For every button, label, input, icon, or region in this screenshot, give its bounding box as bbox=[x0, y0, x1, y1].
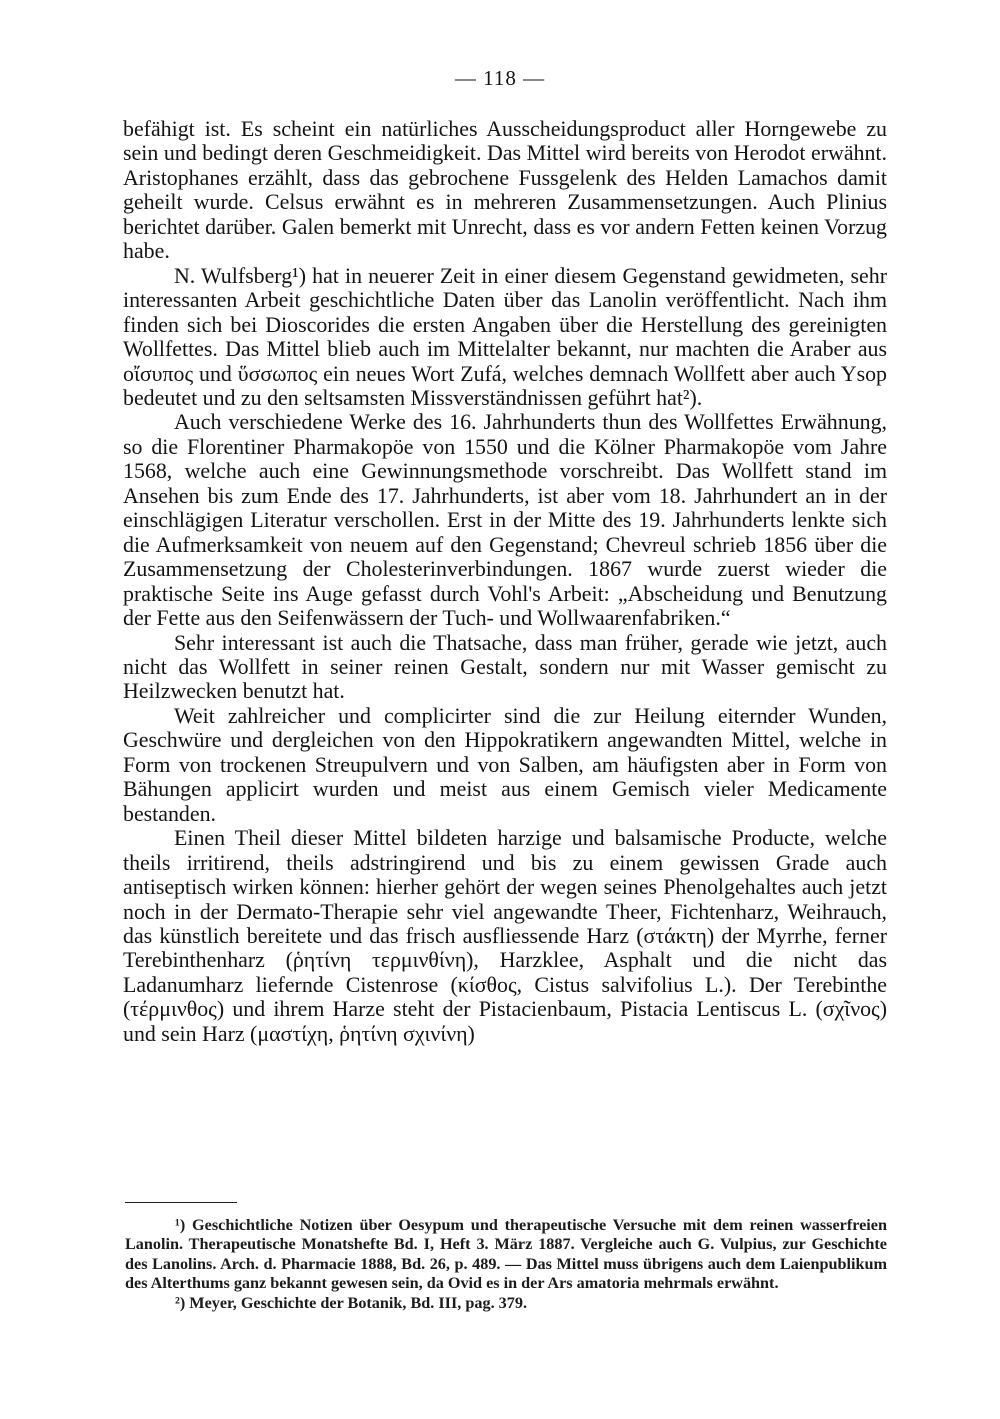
paragraph: N. Wulfsberg¹) hat in neuerer Zeit in einer diesem Gegenstand gewidmeten, sehr interessanten Arbeit geschichtliche Daten über das Lanolin veröffentlicht. Nach ihm finden sich bei Dioscorides die ersten Angaben über die Herstellung des gereinigten Wollfettes. Das Mittel blieb auch im Mittelalter bekannt, nur machten die Araber aus οἴσυπος und ὕσσωπος ein neues Wort Zufá, welches demnach Wollfett aber auch Ysop bedeutet und zu den seltsamsten Missverständnissen geführt hat²). bbox=[123, 262, 887, 410]
footnote: ¹) Geschichtliche Notizen über Oesypum und therapeutische Versuche mit dem reinen wasserfreien Lanolin. Therapeutische Monatshefte Bd. I, Heft 3. März 1887. Vergleiche auch G. Vulpius, zur Geschichte des Lanolins. Arch. d. Pharmacie 1888, Bd. 26, p. 489. — Das Mittel muss übrigens auch dem Laienpublikum des Alterthums ganz bekannt gewesen sein, da Ovid es in der Ars amatoria mehrmals erwähnt. bbox=[125, 1216, 887, 1293]
footnotes bbox=[125, 1216, 887, 1313]
paragraph: befähigt ist. Es scheint ein natürliches Ausscheidungsproduct aller Horngewebe zu sein und bedingt deren Geschmeidigkeit. Das Mittel wird bereits von Herodot erwähnt. Aristophanes erzählt, dass das gebrochene Fussgelenk des Helden Lamachos damit geheilt wurde. Celsus erwähnt es in mehreren Zusammensetzungen. Auch Plinius berichtet darüber. Galen bemerkt mit Unrecht, dass es vor andern Fetten keinen Vorzug habe. bbox=[123, 116, 887, 264]
body-text bbox=[123, 117, 887, 1046]
paragraph: Einen Theil dieser Mittel bildeten harzige und balsamische Producte, welche theils irritirend, theils adstringirend und bis zu einem gewissen Grade auch antiseptisch wirken können: hierher gehört der wegen seines Phenolgehaltes auch jetzt noch in der Dermato-Therapie sehr viel angewandte Theer, Fichtenharz, Weihrauch, das künstlich bereitete und das frisch ausfliessende Harz (στάκτη) der Myrrhe, ferner Terebinthenharz (ῥητίνη τερμινθίνη), Harzklee, Asphalt und die nicht das Ladanumharz liefernde Cistenrose (κίσθος, Cistus salvifolius L.). Der Terebinthe (τέρμινθος) und ihrem Harze steht der Pistacienbaum, Pistacia Lentiscus L. (σχῖνος) und sein Harz (μαστίχη, ῥητίνη σχινίνη) bbox=[123, 825, 887, 1046]
page-number: — 118 — bbox=[454, 66, 546, 90]
paragraph: Sehr interessant ist auch die Thatsache, dass man früher, gerade wie jetzt, auch nicht das Wollfett in seiner reinen Gestalt, sondern nur mit Wasser gemischt zu Heilzwecken benutzt hat. bbox=[123, 629, 887, 704]
footnote-divider bbox=[125, 1202, 237, 1203]
footnote: ²) Meyer, Geschichte der Botanik, Bd. III, pag. 379. bbox=[175, 1293, 527, 1312]
paragraph: Auch verschiedene Werke des 16. Jahrhunderts thun des Wollfettes Erwähnung, so die Florentiner Pharmakopöe von 1550 und die Kölner Pharmakopöe vom Jahre 1568, welche auch eine Gewinnungsmethode vorschreibt. Das Wollfett stand im Ansehen bis zum Ende des 17. Jahrhunderts, ist aber vom 18. Jahrhundert an in der einschlägigen Literatur verschollen. Erst in der Mitte des 19. Jahrhunderts lenkte sich die Aufmerksamkeit von neuem auf den Gegenstand; Chevreul schrieb 1856 über die Zusammensetzung der Cholesterinverbindungen. 1867 wurde zuerst wieder die praktische Seite ins Auge gefasst durch Vohl's Arbeit: „Abscheidung und Benutzung der Fette aus den Seifenwässern der Tuch- und Wollwaarenfabriken.“ bbox=[123, 409, 887, 631]
paragraph: Weit zahlreicher und complicirter sind die zur Heilung eiternder Wunden, Geschwüre und dergleichen von den Hippokratikern angewandten Mittel, welche in Form von trockenen Streupulvern und von Salben, am häufigsten aber in Form von Bähungen applicirt wurden und meist aus einem Gemisch vieler Medicamente bestanden. bbox=[123, 702, 887, 826]
